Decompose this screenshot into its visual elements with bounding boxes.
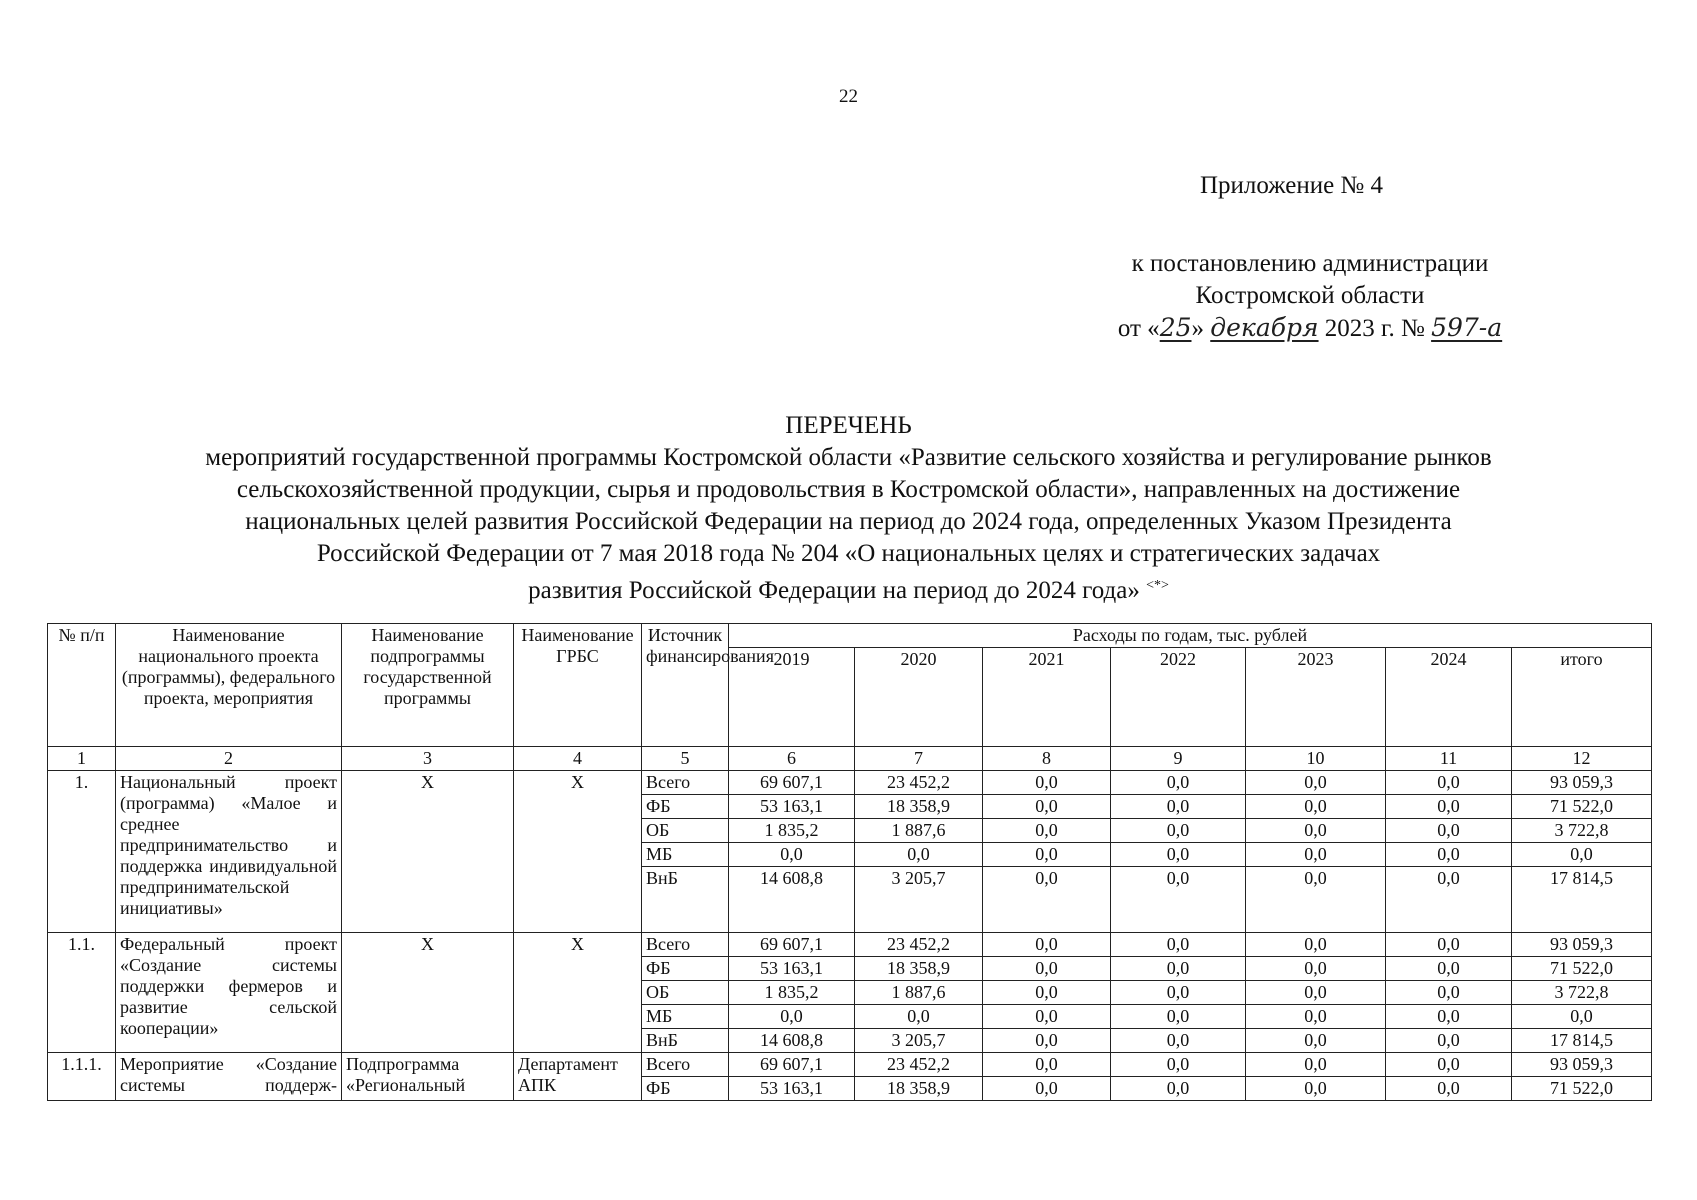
value-2023: 0,0 bbox=[1246, 1005, 1386, 1029]
value-2019: 0,0 bbox=[729, 843, 855, 867]
value-2021: 0,0 bbox=[983, 1077, 1111, 1101]
header-2023: 2023 bbox=[1246, 648, 1386, 747]
value-total: 3 722,8 bbox=[1512, 819, 1652, 843]
item-name: Национальный проект (программа) «Малое и среднее предпринимательство и поддержка индивидуальной предпринимательской инициативы» bbox=[116, 771, 342, 933]
heading-line-3: национальных целей развития Российской Федерации на период до 2024 года, определенных Указом Президента bbox=[245, 508, 1452, 535]
column-number: 8 bbox=[983, 747, 1111, 771]
table-row bbox=[48, 771, 1652, 795]
item-subprogram: Подпрограмма «Региональный bbox=[342, 1053, 514, 1101]
value-2019: 69 607,1 bbox=[729, 771, 855, 795]
approval-date-line bbox=[1085, 312, 1535, 345]
value-total: 93 059,3 bbox=[1512, 933, 1652, 957]
value-2020: 1 887,6 bbox=[855, 819, 983, 843]
value-2020: 18 358,9 bbox=[855, 957, 983, 981]
row-number: 1.1.1. bbox=[48, 1053, 116, 1101]
value-2020: 23 452,2 bbox=[855, 933, 983, 957]
value-2024: 0,0 bbox=[1386, 795, 1512, 819]
column-number: 12 bbox=[1512, 747, 1652, 771]
value-2019: 0,0 bbox=[729, 1005, 855, 1029]
date-mid: » bbox=[1191, 315, 1211, 342]
approval-block bbox=[1085, 248, 1535, 345]
value-2024: 0,0 bbox=[1386, 867, 1512, 933]
approval-line-2: Костромской области bbox=[1195, 282, 1425, 309]
value-2022: 0,0 bbox=[1111, 1053, 1246, 1077]
value-total: 71 522,0 bbox=[1512, 1077, 1652, 1101]
heading-line-5-text: развития Российской Федерации на период до 2024 года» bbox=[528, 577, 1140, 604]
funding-source: ВнБ bbox=[642, 1029, 729, 1053]
value-2023: 0,0 bbox=[1246, 843, 1386, 867]
value-2022: 0,0 bbox=[1111, 819, 1246, 843]
value-2020: 23 452,2 bbox=[855, 1053, 983, 1077]
column-number: 5 bbox=[642, 747, 729, 771]
header-2021: 2021 bbox=[983, 648, 1111, 747]
value-2024: 0,0 bbox=[1386, 1029, 1512, 1053]
value-2022: 0,0 bbox=[1111, 1077, 1246, 1101]
table-group-1-1 bbox=[48, 933, 1652, 1053]
header-grbs: Наименование ГРБС bbox=[514, 624, 642, 747]
value-2020: 3 205,7 bbox=[855, 1029, 983, 1053]
value-2023: 0,0 bbox=[1246, 867, 1386, 933]
measures-table bbox=[47, 623, 1652, 1101]
funding-source: Всего bbox=[642, 1053, 729, 1077]
value-2021: 0,0 bbox=[983, 795, 1111, 819]
value-2019: 53 163,1 bbox=[729, 957, 855, 981]
value-2023: 0,0 bbox=[1246, 1029, 1386, 1053]
value-2022: 0,0 bbox=[1111, 1029, 1246, 1053]
header-2019: 2019 bbox=[729, 648, 855, 747]
value-2023: 0,0 bbox=[1246, 981, 1386, 1005]
header-2020: 2020 bbox=[855, 648, 983, 747]
value-2021: 0,0 bbox=[983, 1005, 1111, 1029]
value-2023: 0,0 bbox=[1246, 795, 1386, 819]
value-2020: 23 452,2 bbox=[855, 771, 983, 795]
value-2021: 0,0 bbox=[983, 1029, 1111, 1053]
value-2020: 0,0 bbox=[855, 843, 983, 867]
approval-line-1: к постановлению администрации bbox=[1131, 250, 1489, 277]
table-group-1-1-1 bbox=[48, 1053, 1652, 1101]
date-month-handwritten: декабря bbox=[1210, 313, 1319, 342]
item-subprogram: Х bbox=[342, 771, 514, 933]
value-total: 0,0 bbox=[1512, 843, 1652, 867]
header-subprogram: Наименование подпрограммы государственной программы bbox=[342, 624, 514, 747]
heading-line-4: Российской Федерации от 7 мая 2018 года № 204 «О национальных целях и стратегических задачах bbox=[316, 540, 1381, 567]
value-2024: 0,0 bbox=[1386, 957, 1512, 981]
value-2022: 0,0 bbox=[1111, 933, 1246, 957]
value-2023: 0,0 bbox=[1246, 1077, 1386, 1101]
value-2023: 0,0 bbox=[1246, 933, 1386, 957]
table-group-1 bbox=[48, 771, 1652, 933]
value-2022: 0,0 bbox=[1111, 981, 1246, 1005]
value-total: 71 522,0 bbox=[1512, 957, 1652, 981]
value-total: 3 722,8 bbox=[1512, 981, 1652, 1005]
header-expenses: Расходы по годам, тыс. рублей bbox=[729, 624, 1652, 648]
value-2024: 0,0 bbox=[1386, 1053, 1512, 1077]
value-2020: 18 358,9 bbox=[855, 795, 983, 819]
column-number: 10 bbox=[1246, 747, 1386, 771]
item-subprogram: Х bbox=[342, 933, 514, 1053]
doc-number-handwritten: 597-а bbox=[1431, 313, 1503, 342]
value-2022: 0,0 bbox=[1111, 843, 1246, 867]
value-2023: 0,0 bbox=[1246, 957, 1386, 981]
value-2024: 0,0 bbox=[1386, 819, 1512, 843]
date-day-handwritten: 25 bbox=[1159, 313, 1192, 342]
value-total: 93 059,3 bbox=[1512, 771, 1652, 795]
funding-source: Всего bbox=[642, 771, 729, 795]
heading-line-5 bbox=[90, 570, 1607, 607]
footnote-mark: <*> bbox=[1146, 578, 1169, 593]
value-total: 0,0 bbox=[1512, 1005, 1652, 1029]
table-header bbox=[48, 624, 1652, 771]
value-2024: 0,0 bbox=[1386, 1077, 1512, 1101]
value-2024: 0,0 bbox=[1386, 981, 1512, 1005]
heading-line-1: мероприятий государственной программы Костромской области «Развитие сельского хозяйства и регулирование рынков bbox=[205, 444, 1492, 471]
header-name: Наименование национального проекта (программы), федерального проекта, мероприятия bbox=[116, 624, 342, 747]
header-2024: 2024 bbox=[1386, 648, 1512, 747]
column-number: 4 bbox=[514, 747, 642, 771]
column-number: 3 bbox=[342, 747, 514, 771]
value-2019: 53 163,1 bbox=[729, 795, 855, 819]
value-2019: 53 163,1 bbox=[729, 1077, 855, 1101]
funding-source: МБ bbox=[642, 1005, 729, 1029]
table-row bbox=[48, 1053, 1652, 1077]
value-2019: 1 835,2 bbox=[729, 819, 855, 843]
value-2024: 0,0 bbox=[1386, 843, 1512, 867]
value-2020: 3 205,7 bbox=[855, 867, 983, 933]
value-2019: 69 607,1 bbox=[729, 1053, 855, 1077]
page-number: 22 bbox=[839, 86, 858, 107]
value-2021: 0,0 bbox=[983, 843, 1111, 867]
document-title: ПЕРЕЧЕНЬ bbox=[785, 412, 912, 439]
value-2024: 0,0 bbox=[1386, 1005, 1512, 1029]
value-2021: 0,0 bbox=[983, 1053, 1111, 1077]
value-2020: 1 887,6 bbox=[855, 981, 983, 1005]
value-2022: 0,0 bbox=[1111, 957, 1246, 981]
column-number: 11 bbox=[1386, 747, 1512, 771]
funding-source: ОБ bbox=[642, 981, 729, 1005]
value-2023: 0,0 bbox=[1246, 771, 1386, 795]
heading-line-2: сельскохозяйственной продукции, сырья и продовольствия в Костромской области», направленных на достижение bbox=[236, 476, 1461, 503]
value-2021: 0,0 bbox=[983, 771, 1111, 795]
header-2022: 2022 bbox=[1111, 648, 1246, 747]
table-row bbox=[48, 933, 1652, 957]
appendix-title: Приложение № 4 bbox=[1200, 172, 1384, 199]
value-2022: 0,0 bbox=[1111, 795, 1246, 819]
value-2021: 0,0 bbox=[983, 957, 1111, 981]
column-numbers-row bbox=[48, 747, 1652, 771]
value-2023: 0,0 bbox=[1246, 1053, 1386, 1077]
funding-source: МБ bbox=[642, 843, 729, 867]
item-name: Мероприятие «Создание системы поддерж- bbox=[116, 1053, 342, 1101]
value-2022: 0,0 bbox=[1111, 1005, 1246, 1029]
date-year: 2023 г. № bbox=[1318, 315, 1432, 342]
column-number: 9 bbox=[1111, 747, 1246, 771]
value-total: 93 059,3 bbox=[1512, 1053, 1652, 1077]
value-2021: 0,0 bbox=[983, 819, 1111, 843]
funding-source: ФБ bbox=[642, 795, 729, 819]
funding-source: ОБ bbox=[642, 819, 729, 843]
column-number: 6 bbox=[729, 747, 855, 771]
value-2022: 0,0 bbox=[1111, 867, 1246, 933]
value-2020: 0,0 bbox=[855, 1005, 983, 1029]
row-number: 1.1. bbox=[48, 933, 116, 1053]
funding-source: ВнБ bbox=[642, 867, 729, 933]
column-number: 1 bbox=[48, 747, 116, 771]
value-total: 17 814,5 bbox=[1512, 867, 1652, 933]
value-2019: 14 608,8 bbox=[729, 1029, 855, 1053]
value-2019: 69 607,1 bbox=[729, 933, 855, 957]
value-total: 17 814,5 bbox=[1512, 1029, 1652, 1053]
value-2020: 18 358,9 bbox=[855, 1077, 983, 1101]
item-grbs: Х bbox=[514, 771, 642, 933]
item-grbs: Департамент АПК bbox=[514, 1053, 642, 1101]
column-number: 7 bbox=[855, 747, 983, 771]
value-2022: 0,0 bbox=[1111, 771, 1246, 795]
value-total: 71 522,0 bbox=[1512, 795, 1652, 819]
value-2024: 0,0 bbox=[1386, 933, 1512, 957]
value-2021: 0,0 bbox=[983, 933, 1111, 957]
value-2019: 14 608,8 bbox=[729, 867, 855, 933]
value-2019: 1 835,2 bbox=[729, 981, 855, 1005]
value-2023: 0,0 bbox=[1246, 819, 1386, 843]
value-2021: 0,0 bbox=[983, 867, 1111, 933]
value-2024: 0,0 bbox=[1386, 771, 1512, 795]
header-total: итого bbox=[1512, 648, 1652, 747]
document-heading bbox=[90, 410, 1607, 607]
funding-source: ФБ bbox=[642, 957, 729, 981]
header-num: № п/п bbox=[48, 624, 116, 747]
funding-source: ФБ bbox=[642, 1077, 729, 1101]
column-number: 2 bbox=[116, 747, 342, 771]
date-prefix: от « bbox=[1117, 315, 1160, 342]
row-number: 1. bbox=[48, 771, 116, 933]
header-source: Источник финансирования bbox=[642, 624, 729, 747]
item-grbs: Х bbox=[514, 933, 642, 1053]
funding-source: Всего bbox=[642, 933, 729, 957]
item-name: Федеральный проект «Создание системы поддержки фермеров и развитие сельской кооперации» bbox=[116, 933, 342, 1053]
value-2021: 0,0 bbox=[983, 981, 1111, 1005]
